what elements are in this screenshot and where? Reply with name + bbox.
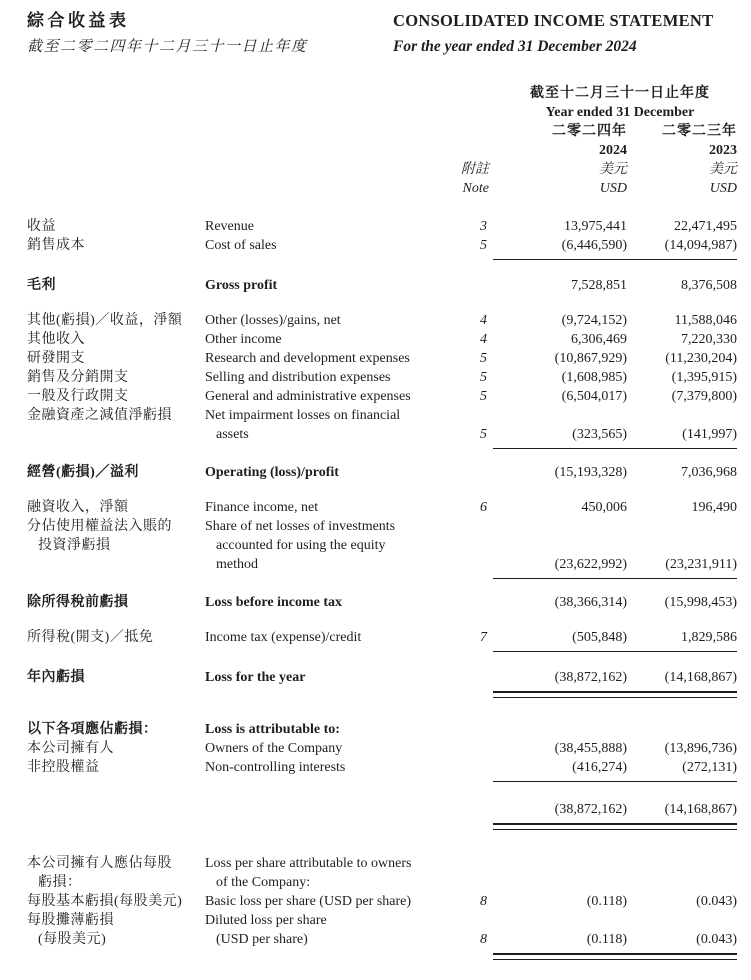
label-zh: 銷售成本 bbox=[27, 238, 85, 253]
column-period-zh: 截至十二月三十一日止年度 bbox=[530, 86, 710, 101]
statement-row bbox=[27, 758, 737, 782]
column-currency-zh-2024: 美元 bbox=[599, 162, 627, 177]
value-2024: (323,565) bbox=[493, 406, 627, 449]
note-ref: 4 bbox=[480, 313, 487, 328]
label-en: Diluted loss per share (USD per share) bbox=[205, 913, 327, 947]
label-zh: 所得稅(開支)／抵免 bbox=[27, 630, 154, 645]
statement-row bbox=[27, 854, 737, 892]
value-2024: (1,608,985) bbox=[561, 370, 627, 385]
note-ref: 5 bbox=[480, 351, 487, 366]
page-title-en: CONSOLIDATED INCOME STATEMENT bbox=[393, 11, 714, 30]
label-en: Gross profit bbox=[205, 278, 278, 293]
value-2024: (6,446,590) bbox=[493, 236, 627, 260]
label-zh: 每股攤薄虧損 (每股美元) bbox=[27, 913, 114, 947]
value-2023: (11,230,204) bbox=[665, 351, 737, 366]
label-zh: 本公司擁有人應佔每股 虧損： bbox=[27, 856, 172, 890]
statement-row bbox=[27, 276, 737, 295]
statement-row bbox=[27, 406, 737, 449]
value-2024: (23,622,992) bbox=[493, 517, 627, 579]
single-rule bbox=[493, 781, 627, 782]
value-2024: (6,504,017) bbox=[561, 389, 627, 404]
label-zh: 每股基本虧損(每股美元) bbox=[27, 894, 183, 909]
label-en: Finance income, net bbox=[205, 500, 319, 515]
double-rule bbox=[493, 823, 627, 830]
value-2023: (13,896,736) bbox=[664, 741, 737, 756]
statement-row bbox=[27, 217, 737, 236]
statement-row bbox=[27, 463, 737, 482]
statement-row bbox=[27, 668, 737, 698]
note-ref: 8 bbox=[480, 932, 487, 947]
label-zh: 收益 bbox=[27, 219, 56, 234]
double-rule bbox=[493, 691, 627, 698]
statement-row bbox=[27, 628, 737, 652]
value-2023: (0.043) bbox=[696, 894, 737, 909]
single-rule bbox=[493, 259, 627, 260]
label-zh: 毛利 bbox=[27, 278, 56, 293]
label-en: Research and development expenses bbox=[205, 351, 410, 366]
value-2023: (14,168,867) bbox=[627, 668, 737, 698]
single-rule bbox=[627, 578, 737, 579]
value-2023: (0.043) bbox=[627, 911, 737, 960]
value-2023: 7,220,330 bbox=[681, 332, 737, 347]
label-zh: 一般及行政開支 bbox=[27, 389, 129, 404]
column-currency-zh-2023: 美元 bbox=[709, 162, 737, 177]
single-rule bbox=[493, 448, 627, 449]
label-en: Loss is attributable to: bbox=[205, 722, 340, 737]
value-2024: (0.118) bbox=[493, 911, 627, 960]
value-2023: (23,231,911) bbox=[627, 517, 737, 579]
label-zh: 以下各項應佔虧損： bbox=[27, 722, 158, 737]
note-ref: 5 bbox=[480, 389, 487, 404]
value-2024: (15,193,328) bbox=[554, 465, 627, 480]
label-zh: 融資收入，淨額 bbox=[27, 500, 129, 515]
column-currency-en-2023: USD bbox=[709, 181, 737, 196]
statement-row bbox=[27, 236, 737, 260]
label-zh: 年內虧損 bbox=[27, 670, 85, 685]
label-en: Loss per share attributable to owners of the Company: bbox=[205, 856, 412, 890]
document-header bbox=[27, 10, 737, 58]
page-period-zh: 截至二零二四年十二月三十一日止年度 bbox=[27, 39, 308, 55]
statement-row bbox=[27, 311, 737, 330]
label-en: Non-controlling interests bbox=[205, 760, 346, 775]
label-zh: 分佔使用權益法入賬的 投資淨虧損 bbox=[27, 519, 172, 553]
label-en: Net impairment losses on financial assets bbox=[205, 408, 401, 442]
column-period-en: Year ended 31 December bbox=[545, 105, 695, 120]
table-column-headers bbox=[27, 84, 737, 198]
value-2024: (0.118) bbox=[586, 894, 627, 909]
value-2024: 7,528,851 bbox=[571, 278, 627, 293]
label-zh: 非控股權益 bbox=[27, 760, 100, 775]
value-2024: (416,274) bbox=[493, 758, 627, 782]
label-en: Loss for the year bbox=[205, 670, 306, 685]
value-2024: 6,306,469 bbox=[571, 332, 627, 347]
header-right bbox=[393, 10, 737, 58]
note-ref: 6 bbox=[480, 500, 487, 515]
note-ref: 5 bbox=[480, 370, 487, 385]
label-en: Share of net losses of investments accounted for using the equity method bbox=[205, 519, 396, 572]
single-rule bbox=[493, 578, 627, 579]
value-2023: 22,471,495 bbox=[674, 219, 737, 234]
label-en: Cost of sales bbox=[205, 238, 277, 253]
label-en: Other income bbox=[205, 332, 282, 347]
value-2024: (10,867,929) bbox=[554, 351, 627, 366]
column-note-en: Note bbox=[462, 181, 489, 196]
note-ref: 3 bbox=[480, 219, 487, 234]
value-2024: (38,455,888) bbox=[554, 741, 627, 756]
label-zh: 銷售及分銷開支 bbox=[27, 370, 129, 385]
column-year-2023: 2023 bbox=[709, 143, 737, 158]
label-zh: 本公司擁有人 bbox=[27, 741, 114, 756]
statement-row bbox=[27, 593, 737, 612]
statement-row bbox=[27, 330, 737, 349]
label-en: Revenue bbox=[205, 219, 254, 234]
column-year-2024-zh: 二零二四年 bbox=[552, 124, 627, 139]
page-period-en: For the year ended 31 December 2024 bbox=[393, 38, 637, 55]
double-rule bbox=[627, 691, 737, 698]
note-ref: 7 bbox=[480, 630, 487, 645]
label-en: Selling and distribution expenses bbox=[205, 370, 391, 385]
label-zh: 其他(虧損)／收益，淨額 bbox=[27, 313, 183, 328]
single-rule bbox=[627, 781, 737, 782]
value-2023: (14,168,867) bbox=[627, 800, 737, 830]
label-en: Operating (loss)/profit bbox=[205, 465, 339, 480]
double-rule bbox=[627, 823, 737, 830]
single-rule bbox=[627, 259, 737, 260]
value-2023: 8,376,508 bbox=[681, 278, 737, 293]
value-2023: (1,395,915) bbox=[671, 370, 737, 385]
statement-row bbox=[27, 368, 737, 387]
value-2023: 1,829,586 bbox=[627, 628, 737, 652]
label-zh: 除所得稅前虧損 bbox=[27, 595, 129, 610]
column-year-2024: 2024 bbox=[599, 143, 627, 158]
statement-row bbox=[27, 349, 737, 368]
value-2024: (38,872,162) bbox=[493, 668, 627, 698]
page-title-zh: 綜合收益表 bbox=[27, 11, 130, 30]
column-currency-en-2024: USD bbox=[599, 181, 627, 196]
value-2024: (505,848) bbox=[493, 628, 627, 652]
statement-body bbox=[27, 217, 737, 960]
value-2023: (15,998,453) bbox=[664, 595, 737, 610]
note-ref bbox=[457, 517, 493, 555]
single-rule bbox=[493, 651, 627, 652]
label-zh: 金融資產之減值淨虧損 bbox=[27, 408, 172, 423]
value-2024: (9,724,152) bbox=[561, 313, 627, 328]
statement-row bbox=[27, 800, 737, 830]
statement-row bbox=[27, 498, 737, 517]
value-2023: (141,997) bbox=[627, 406, 737, 449]
header-left bbox=[27, 10, 393, 58]
label-zh: 研發開支 bbox=[27, 351, 85, 366]
value-2023: 11,588,046 bbox=[674, 313, 737, 328]
statement-row bbox=[27, 517, 737, 579]
value-2024: 13,975,441 bbox=[564, 219, 627, 234]
single-rule bbox=[627, 448, 737, 449]
statement-row bbox=[27, 720, 737, 739]
statement-row bbox=[27, 387, 737, 406]
label-en: Basic loss per share (USD per share) bbox=[205, 894, 412, 909]
statement-row bbox=[27, 739, 737, 758]
value-2023: 7,036,968 bbox=[681, 465, 737, 480]
statement-row bbox=[27, 911, 737, 960]
column-note-zh: 附註 bbox=[461, 162, 489, 177]
column-year-2023-zh: 二零二三年 bbox=[662, 124, 737, 139]
value-2024: (38,872,162) bbox=[493, 800, 627, 830]
single-rule bbox=[627, 651, 737, 652]
value-2024: 450,006 bbox=[581, 500, 627, 515]
note-ref: 8 bbox=[480, 894, 487, 909]
note-ref: 4 bbox=[480, 332, 487, 347]
label-en: Other (losses)/gains, net bbox=[205, 313, 341, 328]
label-en: Loss before income tax bbox=[205, 595, 342, 610]
label-en: General and administrative expenses bbox=[205, 389, 411, 404]
label-zh: 其他收入 bbox=[27, 332, 85, 347]
note-ref: 5 bbox=[480, 238, 487, 253]
value-2024: (38,366,314) bbox=[554, 595, 627, 610]
value-2023: 196,490 bbox=[691, 500, 737, 515]
statement-row bbox=[27, 892, 737, 911]
value-2023: (7,379,800) bbox=[671, 389, 737, 404]
label-zh: 經營(虧損)／溢利 bbox=[27, 465, 139, 480]
value-2023: (272,131) bbox=[627, 758, 737, 782]
label-en: Owners of the Company bbox=[205, 741, 343, 756]
note-ref: 5 bbox=[480, 427, 487, 442]
value-2023: (14,094,987) bbox=[627, 236, 737, 260]
label-en: Income tax (expense)/credit bbox=[205, 630, 362, 645]
